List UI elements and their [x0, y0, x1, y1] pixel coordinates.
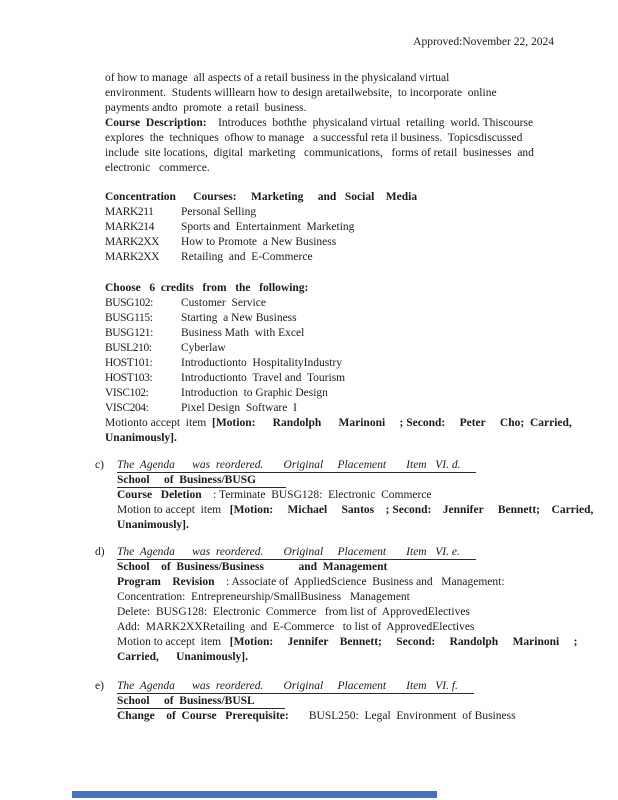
course-row: [105, 250, 417, 265]
course-code: HOST103:: [105, 372, 153, 384]
course-code: HOST101:: [105, 357, 153, 369]
course-row: [105, 235, 417, 250]
course-title: Starting a New Business: [181, 312, 297, 324]
electives-list: [105, 281, 572, 446]
program-add-line: Add: MARK2XXRetailing and E-Commerce to list of ApprovedElectives: [117, 621, 475, 633]
course-code: VISC204:: [105, 402, 149, 414]
course-description-label: Course Description:: [105, 117, 207, 129]
item-marker: d): [95, 546, 105, 558]
course-row: [105, 296, 572, 311]
course-title: Pixel Design Software I: [181, 402, 297, 414]
motion-line: Unanimously].: [117, 519, 189, 531]
course-row: [105, 205, 417, 220]
agenda-reordered-text: The Agenda was reordered. Original Placement Item VI. f.: [117, 680, 474, 694]
course-code: MARK2XX: [105, 236, 160, 248]
action-line: [117, 488, 593, 503]
school-line: [117, 694, 516, 709]
course-row: [105, 220, 417, 235]
motion-prefix: Motion to accept item: [117, 636, 230, 648]
course-title: Introductionto HospitalityIndustry: [181, 357, 342, 369]
course-code: MARK2XX: [105, 251, 160, 263]
course-row: [105, 341, 572, 356]
course-title: How to Promote a New Business: [181, 236, 337, 248]
course-description-line: electronic commerce.: [105, 162, 210, 174]
course-title: Introductionto Travel and Tourism: [181, 372, 346, 384]
motion-line: [105, 416, 572, 431]
motion-detail: [Motion: Jennifer Bennett; Second: Randolph Marinoni ;: [229, 636, 578, 648]
item-marker: c): [95, 459, 104, 471]
course-row: [105, 371, 572, 386]
action-text: : Associate of AppliedScience Business and Management:: [214, 576, 505, 588]
agenda-reordered-line: [117, 458, 593, 473]
action-label: Program Revision: [117, 576, 215, 588]
motion-line: Unanimously].: [105, 432, 177, 444]
program-delete-line: Delete: BUSG128: Electronic Commerce from list of ApprovedElectives: [117, 606, 470, 618]
course-title: Introduction to Graphic Design: [181, 387, 328, 399]
motion-line: [117, 635, 577, 650]
course-description-text: Introduces boththe physicaland virtual retailing world. Thiscourse: [206, 117, 534, 129]
action-text: : Terminate BUSG128: Electronic Commerce: [201, 489, 432, 501]
course-code: MARK214: [105, 221, 154, 233]
course-description-line: explores the techniques ofhow to manage a successful reta il business. Topicsdiscussed: [105, 132, 523, 144]
motion-prefix: Motionto accept item: [105, 417, 212, 429]
course-code: MARK211: [105, 206, 154, 218]
action-label: Course Deletion: [117, 489, 202, 501]
agenda-reordered-line: [117, 545, 577, 560]
course-title: Customer Service: [181, 297, 266, 309]
course-title: Retailing and E-Commerce: [181, 251, 313, 263]
course-row: [105, 311, 572, 326]
motion-line: Carried, Unanimously].: [117, 651, 248, 663]
concentration-header: Concentration Courses: Marketing and Social Media: [105, 191, 418, 203]
action-line: [117, 575, 577, 590]
course-code: BUSG102:: [105, 297, 153, 309]
course-title: Sports and Entertainment Marketing: [181, 221, 355, 233]
course-row: [105, 401, 572, 416]
program-concentration-line: Concentration: Entrepreneurship/SmallBusiness Management: [117, 591, 410, 603]
school-line: School of Business/Business and Management: [117, 561, 388, 573]
school-line: [117, 473, 593, 488]
intro-and-description: [105, 71, 534, 176]
agenda-item-c: [95, 458, 593, 533]
course-row: [105, 386, 572, 401]
electives-header: Choose 6 credits from the following:: [105, 282, 309, 294]
course-title: Personal Selling: [181, 206, 257, 218]
course-title: Business Math with Excel: [181, 327, 305, 339]
intro-line: payments andto promote a retail business.: [105, 102, 307, 114]
agenda-reordered-text: The Agenda was reordered. Original Placement Item VI. e.: [117, 546, 476, 560]
course-description-line: include site locations, digital marketing communications, forms of retail businesses and: [105, 147, 534, 159]
school-name: School of Business/BUSG: [117, 474, 286, 488]
concentration-courses: [105, 190, 417, 265]
selection-highlight-bar: [72, 791, 437, 798]
approved-date-line: Approved:November 22, 2024: [413, 36, 554, 48]
course-code: BUSL210:: [105, 342, 152, 354]
motion-line: [117, 503, 593, 518]
agenda-reordered-line: [117, 679, 516, 694]
action-text: BUSL250: Legal Environment of Business: [288, 710, 516, 722]
course-title: Cyberlaw: [181, 342, 226, 354]
agenda-item-e: [95, 679, 516, 724]
action-line: [117, 709, 516, 724]
action-label: Change of Course Prerequisite:: [117, 710, 289, 722]
motion-detail: [Motion: Michael Santos ; Second: Jennifer Bennett; Carried,: [229, 504, 594, 516]
course-row: [105, 356, 572, 371]
school-name: School of Business/BUSL: [117, 695, 285, 709]
course-code: VISC102:: [105, 387, 149, 399]
course-description-line: [105, 116, 534, 131]
motion-detail: [Motion: Randolph Marinoni ; Second: Peter Cho; Carried,: [212, 417, 572, 429]
item-marker: e): [95, 680, 104, 692]
course-code: BUSG115:: [105, 312, 153, 324]
intro-line: of how to manage all aspects of a retail business in the physicaland virtual: [105, 72, 450, 84]
agenda-reordered-text: The Agenda was reordered. Original Placement Item VI. d.: [117, 459, 476, 473]
motion-prefix: Motion to accept item: [117, 504, 230, 516]
intro-line: environment. Students willlearn how to design aretailwebsite, to incorporate online: [105, 87, 497, 99]
course-row: [105, 326, 572, 341]
course-code: BUSG121:: [105, 327, 153, 339]
agenda-item-d: [95, 545, 577, 665]
